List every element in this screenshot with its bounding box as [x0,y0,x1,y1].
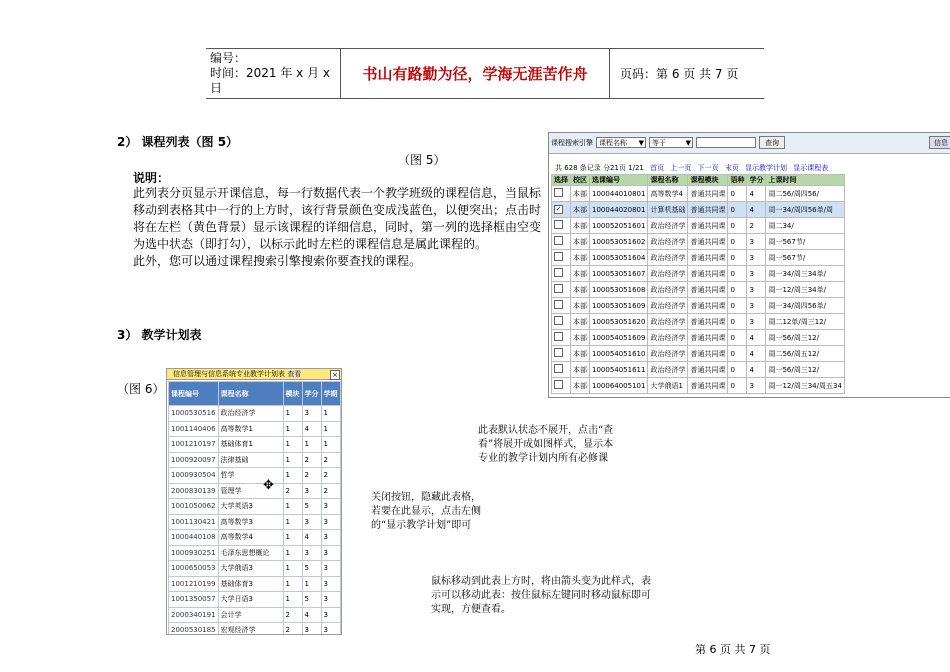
table-cell: 2 [283,483,302,499]
table-cell: 1 [283,514,302,530]
table-cell: 100054051610 [590,346,648,362]
table-cell: 1 [321,437,340,453]
table-cell: 本部 [571,266,590,282]
row-select-cell[interactable] [552,234,571,250]
explain-line: 移动到表格其中一行的上方时，该行背景颜色变成浅蓝色，以便突出；点击时 [133,203,542,217]
table-cell: 0 [728,362,747,378]
note-expand: 此表默认状态不展开，点击“查 看”将展开成如图样式，显示本 专业的教学计划内所有必修课 [478,425,614,464]
table-cell: 会计学 [218,607,283,623]
table-cell: 3 [321,576,340,592]
table-cell: 周一12/周三34单/ [766,282,844,298]
table-row[interactable] [552,314,845,330]
explain-line: 为选中状态（即打勾），以标示此时左栏的课程信息是属此课程的。 [133,237,488,251]
col-header: 选课编号 [590,175,648,186]
table-cell: 本部 [571,362,590,378]
table-cell: 1000530516 [169,406,219,422]
time-label: 时间：2021 年 x 月 x 日 [210,66,331,95]
table-cell: 1001130421 [169,514,219,530]
table-cell: 普通共同课 [688,298,728,314]
row-select-cell[interactable] [552,314,571,330]
table-cell: 3 [321,530,340,546]
table-cell: 5 [302,592,321,608]
table-cell: 政治经济学 [648,282,688,298]
table-cell: 0 [728,266,747,282]
table-row [169,421,341,437]
plan-title: 信息管理与信息系统专业教学计划表 [173,370,285,378]
table-cell: 3 [747,282,766,298]
table-cell: 4 [302,530,321,546]
table-row [169,607,341,623]
table-cell: 100053051602 [590,234,648,250]
table-cell: 4 [747,346,766,362]
table-cell: 0 [728,218,747,234]
view-link[interactable]: 查看 [287,370,302,378]
teaching-plan-screenshot [166,368,342,635]
table-cell: 1001140406 [169,421,219,437]
table-row [169,530,341,546]
table-cell: 2000340191 [169,607,219,623]
table-row[interactable] [552,282,845,298]
col-header: 校区 [571,175,590,186]
table-row [169,561,341,577]
table-cell: 基础体育3 [218,576,283,592]
table-cell: 100054051611 [590,362,648,378]
plan-table [168,381,341,635]
row-checkbox[interactable] [554,332,563,341]
section3-title: 3） 教学计划表 [117,328,202,342]
table-cell: 管理学 [218,483,283,499]
explain-title: 说明： [133,171,170,185]
table-cell: 周二34/ [766,218,844,234]
row-checkbox[interactable] [554,316,563,325]
table-cell: 100053051607 [590,266,648,282]
table-cell: 计算机基础 [648,202,688,218]
row-checkbox[interactable]: ✓ [555,205,562,213]
table-row [169,437,341,453]
row-select-cell[interactable] [552,298,571,314]
table-cell: 2 [302,468,321,484]
row-select-cell[interactable] [552,266,571,282]
page-footer: 第 6 页 共 7 页 [695,643,771,656]
table-row [169,514,341,530]
table-cell: 0 [728,298,747,314]
note-move: 鼠标移动到此表上方时，将由箭头变为此样式，表 示可以移动此表：按住鼠标左键同时移动鼠标即可 实现，方便查看。 [431,576,651,615]
table-cell: 0 [728,314,747,330]
table-cell: 普通共同课 [688,186,728,202]
table-cell: 普通共同课 [688,314,728,330]
table-row [169,545,341,561]
table-cell: 3 [747,378,766,394]
table-cell: 4 [747,186,766,202]
row-select-cell[interactable] [552,250,571,266]
chevron-down-icon: ▼ [685,139,691,147]
search-input[interactable] [696,137,756,148]
search-label: 课程搜索引擎 [551,139,593,147]
table-cell: 周一567节/ [766,234,844,250]
table-cell: 3 [321,514,340,530]
table-cell: 基础体育1 [218,437,283,453]
table-cell: 法律基础 [218,452,283,468]
table-cell: 1 [302,576,321,592]
table-cell: 4 [302,607,321,623]
table-cell: 1 [283,406,302,422]
table-cell: 政治经济学 [218,406,283,422]
table-cell: 普通共同课 [688,362,728,378]
table-cell: 本部 [571,330,590,346]
course-search-bar [549,133,950,154]
table-cell: 普通共同课 [688,218,728,234]
table-cell: 政治经济学 [648,234,688,250]
row-checkbox[interactable] [554,252,563,261]
table-cell: 普通共同课 [688,378,728,394]
table-cell: 本部 [571,282,590,298]
table-cell: 周一56/周三12/ [766,362,844,378]
table-cell: 100044010801 [590,186,648,202]
table-cell: 2000530185 [169,623,219,636]
table-cell: 100044020801 [590,202,648,218]
explain-line: 将在左栏（黄色背景）显示该课程的详细信息，同时，第一列的选择框由空变 [133,220,542,234]
table-row[interactable] [552,218,845,234]
table-cell: 1 [283,499,302,515]
table-cell: 高等数学4 [648,186,688,202]
table-cell: 1 [283,468,302,484]
table-cell: 政治经济学 [648,250,688,266]
row-checkbox[interactable] [554,348,563,357]
table-cell: 本部 [571,314,590,330]
table-cell: 2 [321,483,340,499]
col-header: 语种 [728,175,747,186]
table-row[interactable] [552,378,845,394]
col-header: 学分 [302,382,321,406]
row-checkbox[interactable] [554,268,563,277]
col-header: 学期 [321,382,340,406]
table-cell: 1 [283,545,302,561]
header-motto: 书山有路勤为径，学海无涯苦作舟 [341,49,610,98]
table-cell: 政治经济学 [648,314,688,330]
table-cell: 2000830139 [169,483,219,499]
row-checkbox[interactable] [554,284,563,293]
row-select-cell[interactable] [552,186,571,202]
table-cell: 0 [728,346,747,362]
table-row [169,452,341,468]
table-cell: 普通共同课 [688,330,728,346]
table-cell: 3 [321,545,340,561]
table-cell: 哲学 [218,468,283,484]
table-row[interactable] [552,234,845,250]
table-cell: 1000920097 [169,452,219,468]
table-cell: 100053051608 [590,282,648,298]
course-list-screenshot [548,132,950,398]
plan-title-bar[interactable] [167,369,341,380]
col-header: 选择 [552,175,571,186]
table-cell: 周一34/周三34单/ [766,266,844,282]
row-checkbox[interactable] [554,236,563,245]
row-select-cell[interactable] [552,362,571,378]
table-cell: 3 [321,592,340,608]
table-cell: 3 [302,483,321,499]
course-table [551,174,845,394]
table-cell: 1001210199 [169,576,219,592]
table-cell: 周一567节/ [766,250,844,266]
row-checkbox[interactable] [554,300,563,309]
note-close: 关闭按钮，隐藏此表格， 若要在此显示，点击左侧 的“显示教学计划”即可 [371,492,481,531]
row-select-cell[interactable] [552,330,571,346]
table-cell: 100054051609 [590,330,648,346]
table-cell: 1000930251 [169,545,219,561]
table-cell: 1 [283,530,302,546]
table-cell: 100053051620 [590,314,648,330]
table-cell: 高等数学1 [218,421,283,437]
table-cell: 本部 [571,234,590,250]
table-cell: 2 [283,607,302,623]
row-select-cell[interactable] [552,378,571,394]
table-cell: 5 [302,499,321,515]
row-select-cell[interactable] [552,202,571,218]
table-cell: 0 [728,186,747,202]
close-icon[interactable]: × [330,370,340,380]
table-cell: 政治经济学 [648,266,688,282]
row-select-cell[interactable] [552,218,571,234]
table-cell: 普通共同课 [688,250,728,266]
table-row[interactable] [552,266,845,282]
col-header: 模块 [283,382,302,406]
table-cell: 1 [283,576,302,592]
table-cell: 1000930504 [169,468,219,484]
table-cell: 2 [283,623,302,636]
table-cell: 1 [283,452,302,468]
table-cell: 1000650053 [169,561,219,577]
table-cell: 政治经济学 [648,298,688,314]
table-cell: 政治经济学 [648,346,688,362]
table-cell: 宏观经济学 [218,623,283,636]
table-cell: 2 [321,468,340,484]
row-select-cell[interactable] [552,346,571,362]
table-cell: 1 [283,437,302,453]
table-cell: 本部 [571,346,590,362]
table-cell: 0 [728,378,747,394]
table-row [169,592,341,608]
operator-select[interactable]: 等于 ▼ [649,137,693,148]
first-page-link[interactable]: 首页 [650,164,665,172]
table-cell: 普通共同课 [688,346,728,362]
prev-page-link[interactable]: 上一页 [670,164,692,172]
table-cell: 2 [747,218,766,234]
explain-line: 此列表分页显示开课信息，每一行数据代表一个教学班级的课程信息，当鼠标 [133,186,542,200]
move-cursor-icon: ✥ [263,478,274,493]
table-cell: 普通共同课 [688,282,728,298]
search-button[interactable]: 查询 [759,136,785,149]
row-checkbox[interactable] [554,364,563,373]
table-cell: 3 [321,623,340,636]
table-cell: 周一34/周四56单/周 [766,202,844,218]
fig5-caption: （图 5） [398,153,446,167]
table-cell: 本部 [571,202,590,218]
section2-title: 2） 课程列表（图 5） [117,135,239,149]
header-meta [206,49,341,98]
table-cell: 1001210197 [169,437,219,453]
table-cell: 高等数学3 [218,514,283,530]
table-row[interactable] [552,298,845,314]
table-cell: 4 [747,362,766,378]
chevron-down-icon: ▼ [638,139,644,147]
header-page-label: 页码：第 6 页 共 7 页 [620,67,739,81]
table-cell: 3 [321,561,340,577]
col-header: 课程编号 [169,382,219,406]
table-cell: 3 [302,514,321,530]
table-row [169,576,341,592]
field-select[interactable]: 课程名称 ▼ [596,137,646,148]
table-cell: 毛泽东思想概论 [218,545,283,561]
table-cell: 4 [747,330,766,346]
table-row[interactable] [552,362,845,378]
col-header: 学分 [747,175,766,186]
fig6-caption: （图 6） [117,382,165,396]
table-row[interactable] [552,330,845,346]
table-cell: 3 [747,266,766,282]
table-cell: 政治经济学 [648,330,688,346]
table-cell: 0 [728,330,747,346]
table-cell: 0 [728,202,747,218]
table-cell: 100052051601 [590,218,648,234]
table-cell: 100053051604 [590,250,648,266]
table-cell: 3 [321,499,340,515]
table-row [169,406,341,422]
table-cell: 周一12/周三34/周五34 [766,378,844,394]
table-cell: 3 [302,623,321,636]
table-row[interactable] [552,202,845,218]
explain-text [133,185,548,270]
table-cell: 周二56/周四56/ [766,186,844,202]
table-cell: 周二56/周五12/ [766,346,844,362]
table-cell: 1 [283,421,302,437]
table-row[interactable] [552,346,845,362]
row-checkbox[interactable] [554,220,563,229]
table-row [169,483,341,499]
table-cell: 1 [321,406,340,422]
table-row [169,623,341,636]
col-header: 课程名称 [218,382,283,406]
row-checkbox[interactable] [554,380,563,389]
table-cell: 4 [747,202,766,218]
table-cell: 大学俄语3 [218,561,283,577]
table-row [169,499,341,515]
table-cell: 本部 [571,250,590,266]
page-header [206,48,764,99]
table-cell: 3 [747,234,766,250]
table-cell: 1001350057 [169,592,219,608]
table-row [169,468,341,484]
info-button[interactable]: 信息 [929,136,950,149]
table-cell: 政治经济学 [648,218,688,234]
table-cell: 本部 [571,218,590,234]
pager-info: 共 628 条记录 分21页 1/21 [555,164,644,172]
col-header: 课程名称 [648,175,688,186]
next-page-link[interactable]: 下一页 [697,164,719,172]
table-cell: 周二12单/周三12/ [766,314,844,330]
table-cell: 1 [283,561,302,577]
table-cell: 0 [728,250,747,266]
table-cell: 普通共同课 [688,266,728,282]
col-header: 课程模块 [688,175,728,186]
table-cell: 大学俄语1 [648,378,688,394]
table-cell: 0 [728,234,747,250]
number-label: 编号： [210,51,247,65]
explain-line: 此外，您可以通过课程搜索引擎搜索你要查找的课程。 [133,254,422,268]
table-cell: 1 [283,592,302,608]
show-plan-link[interactable]: 显示教学计划 [745,164,788,172]
table-cell: 0 [728,282,747,298]
table-cell: 3 [321,607,340,623]
table-row[interactable] [552,250,845,266]
table-cell: 3 [747,298,766,314]
table-cell: 1 [321,421,340,437]
table-cell: 政治经济学 [648,362,688,378]
table-cell: 3 [747,314,766,330]
table-cell: 2 [302,452,321,468]
table-cell: 大学英语3 [218,499,283,515]
table-row[interactable] [552,186,845,202]
table-cell: 3 [302,406,321,422]
table-cell: 1000440108 [169,530,219,546]
table-cell: 5 [302,561,321,577]
pager [555,163,828,173]
table-cell: 4 [302,421,321,437]
table-cell: 100053051609 [590,298,648,314]
table-cell: 本部 [571,186,590,202]
table-cell: 3 [302,545,321,561]
show-schedule-link[interactable]: 显示课程表 [793,164,829,172]
table-cell: 3 [747,250,766,266]
table-cell: 周一56/周三12/ [766,330,844,346]
row-checkbox[interactable] [554,188,563,197]
table-cell: 大学日语3 [218,592,283,608]
table-cell: 2 [321,452,340,468]
table-cell: 1001050062 [169,499,219,515]
table-cell: 周一34/周四56单/ [766,298,844,314]
table-cell: 本部 [571,298,590,314]
table-cell: 100064005101 [590,378,648,394]
col-header: 上课时间 [766,175,844,186]
table-cell: 本部 [571,378,590,394]
row-select-cell[interactable] [552,282,571,298]
table-cell: 高等数学4 [218,530,283,546]
last-page-link[interactable]: 末页 [724,164,739,172]
table-cell: 普通共同课 [688,202,728,218]
table-cell: 1 [302,437,321,453]
table-cell: 普通共同课 [688,234,728,250]
